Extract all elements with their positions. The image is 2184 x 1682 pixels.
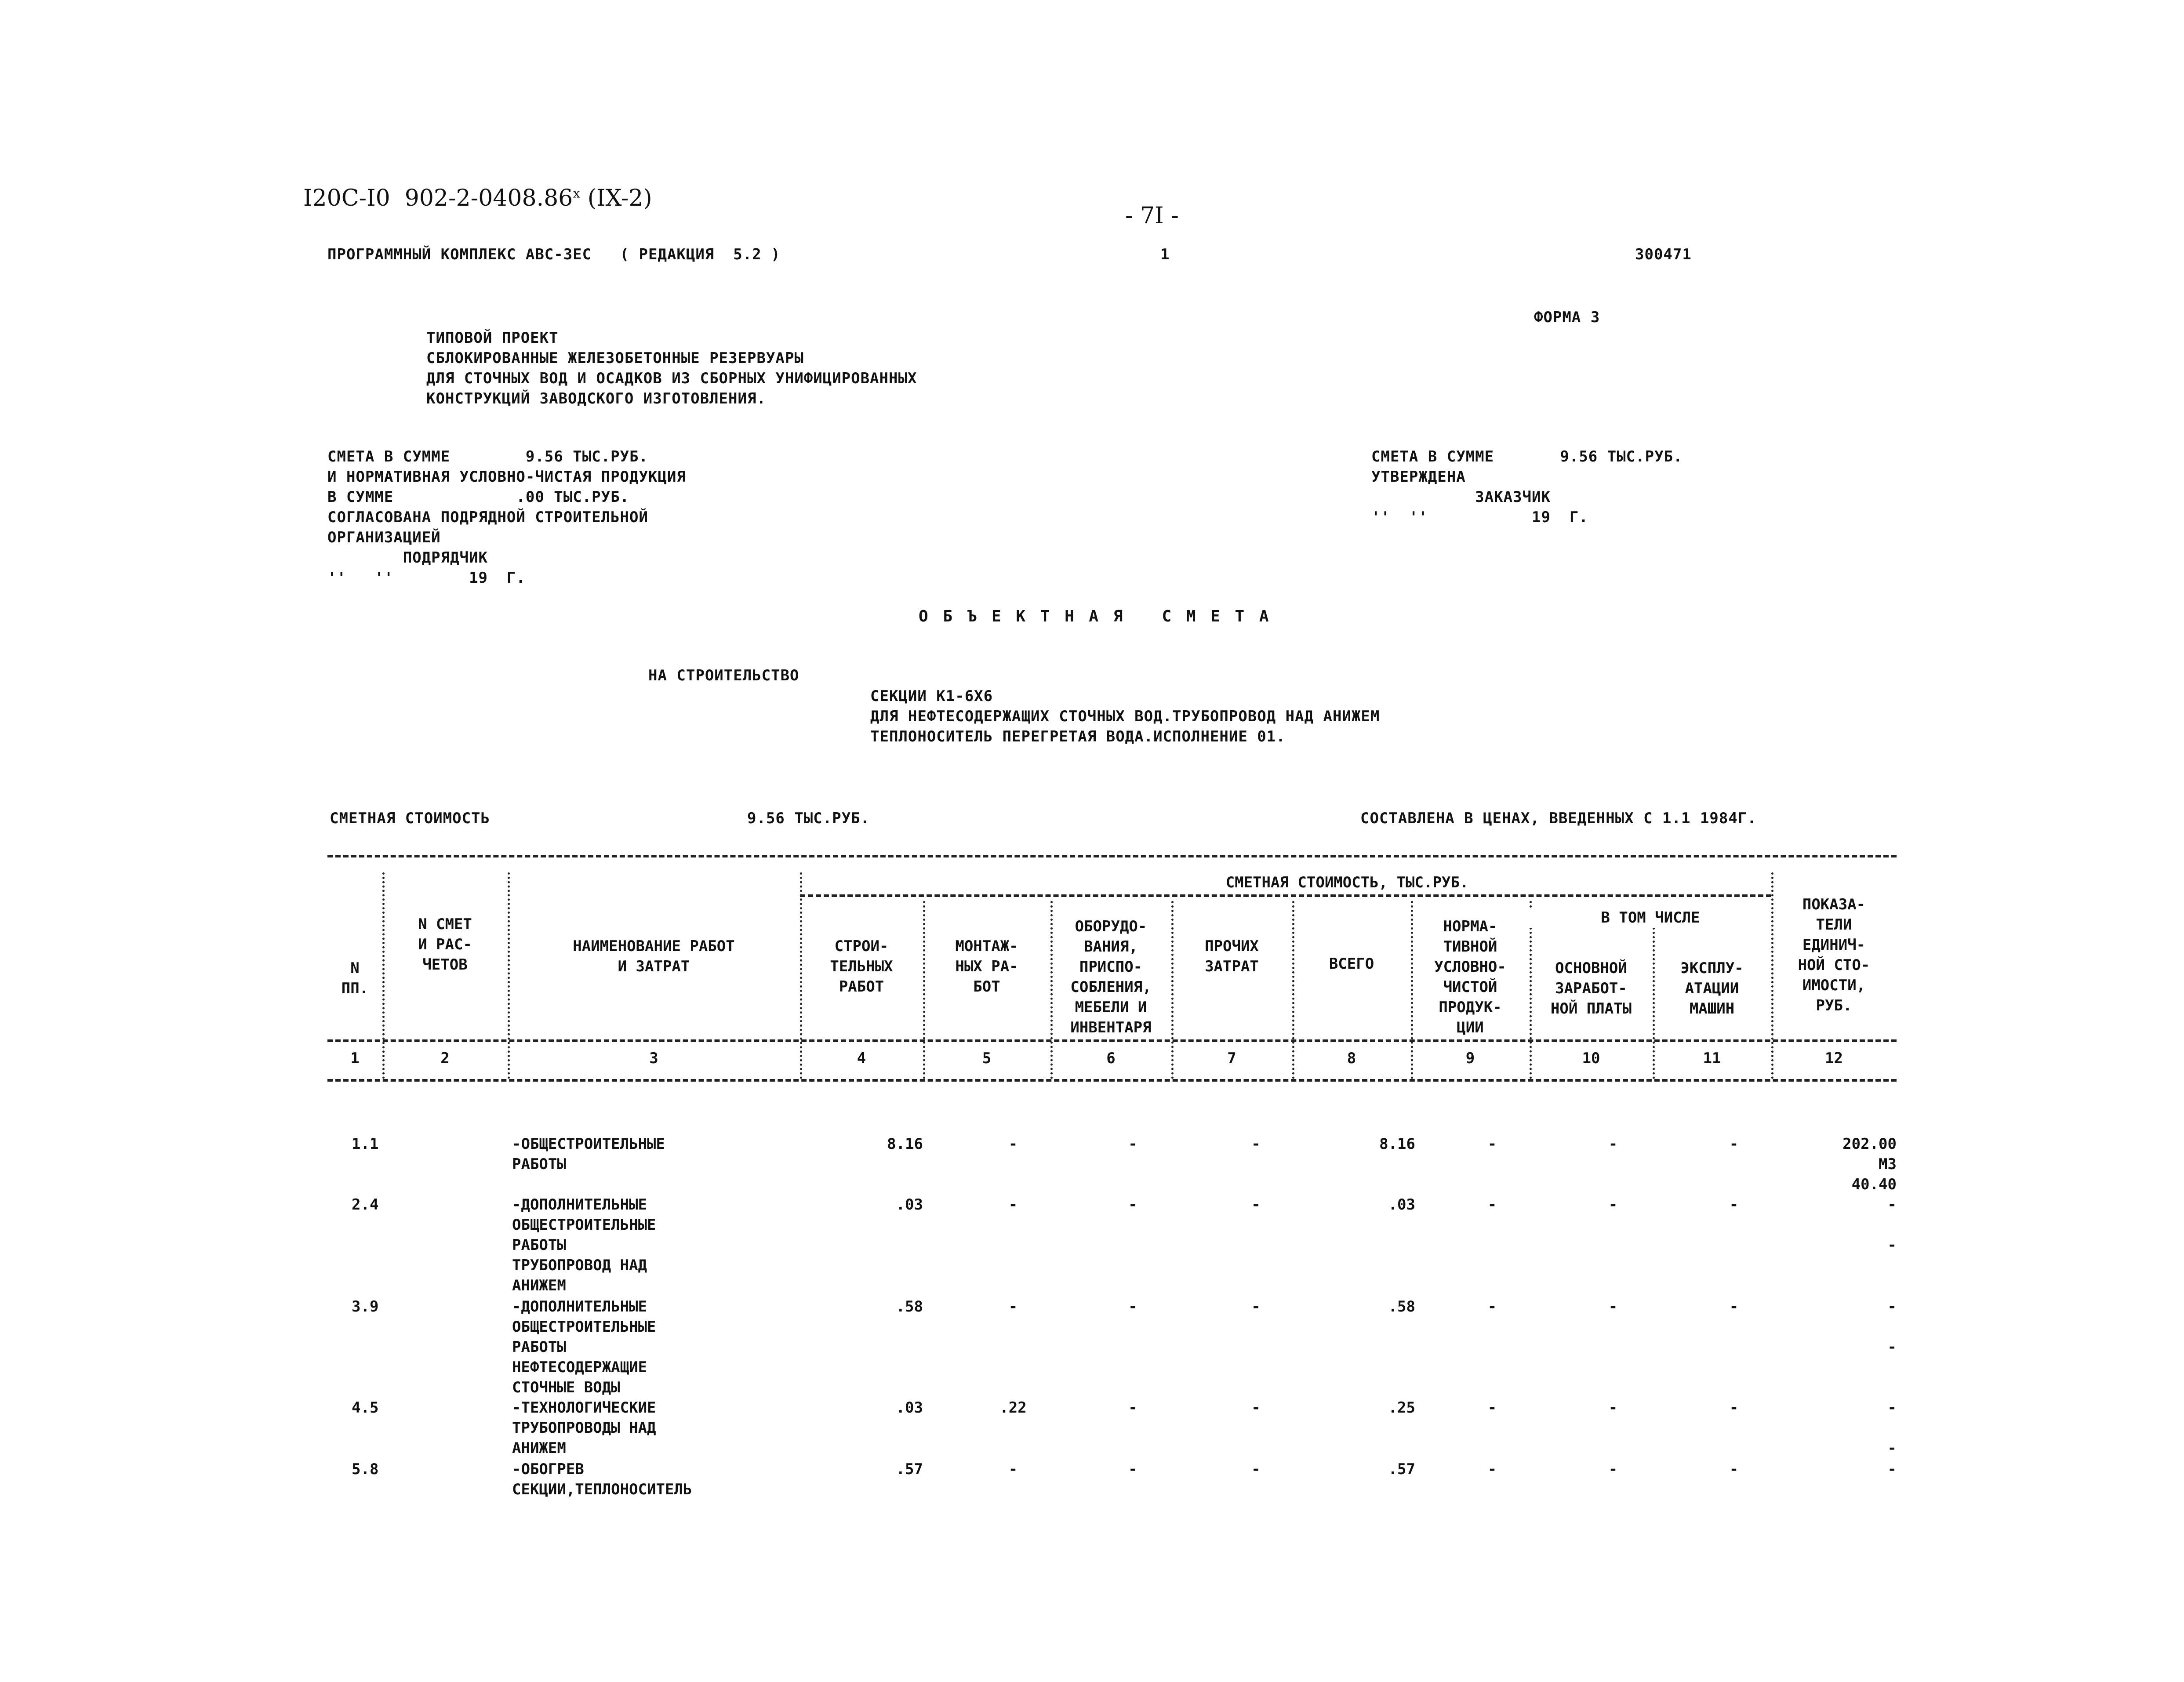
header-bottom-rule xyxy=(327,1039,1897,1042)
total-value: 8.16 xyxy=(1379,1135,1415,1153)
installation-works-value: - xyxy=(1008,1196,1018,1213)
installation-works-value: - xyxy=(1008,1135,1018,1153)
installation-works-value: - xyxy=(1008,1460,1018,1478)
equipment-value: - xyxy=(1128,1298,1137,1315)
column-header: МОНТАЖ- НЫХ РА- БОТ xyxy=(955,937,1018,995)
program-line: ПРОГРАММНЫЙ КОМПЛЕКС АВС-ЗЕС ( РЕДАКЦИЯ 5.2 ) xyxy=(327,246,781,263)
total-value: .57 xyxy=(1388,1460,1415,1478)
construction-works-value: .57 xyxy=(896,1460,923,1478)
column-header: ОСНОВНОЙ ЗАРАБОТ- НОЙ ПЛАТЫ xyxy=(1550,959,1632,1017)
project-description: ТИПОВОЙ ПРОЕКТ СБЛОКИРОВАННЫЕ ЖЕЛЕЗОБЕТОННЫЕ РЕЗЕРВУАРЫ ДЛЯ СТОЧНЫХ ВОД И ОСАДКОВ ИЗ СБОРНЫХ УНИФИЦИРОВАННЫХ КОНСТРУКЦИЙ ЗАВОДСКОГО ИЗГОТОВЛЕНИЯ. xyxy=(426,329,917,407)
net-product-value: - xyxy=(1487,1298,1497,1315)
customer-approval-block: СМЕТА В СУММЕ 9.56 ТЫС.РУБ. УТВЕРЖДЕНА ЗАКАЗЧИК '' '' 19 Г. xyxy=(1371,448,1683,526)
sheet-number: 1 xyxy=(1160,246,1170,263)
column-number: 2 xyxy=(440,1050,450,1067)
other-costs-value: - xyxy=(1251,1135,1261,1153)
other-costs-value: - xyxy=(1251,1298,1261,1315)
total-value: .25 xyxy=(1388,1399,1415,1417)
installation-works-value: - xyxy=(1008,1298,1018,1315)
equipment-value: - xyxy=(1128,1460,1137,1478)
page-number: - 7I - xyxy=(1125,203,1179,229)
salary-value: - xyxy=(1608,1196,1618,1213)
estimated-cost-label: СМЕТНАЯ СТОИМОСТЬ xyxy=(330,810,490,827)
construction-label: НА СТРОИТЕЛЬСТВО xyxy=(648,667,799,684)
group-header-rule xyxy=(800,894,1771,897)
row-number: 4.5 xyxy=(352,1399,379,1417)
machines-value: - xyxy=(1729,1399,1739,1417)
column-number: 5 xyxy=(982,1050,992,1067)
machines-value: - xyxy=(1729,1135,1739,1153)
construction-object: СЕКЦИИ К1-6Х6 ДЛЯ НЕФТЕСОДЕРЖАЩИХ СТОЧНЫХ ВОД.ТРУБОПРОВОД НАД АНИЖЕМ ТЕПЛОНОСИТЕЛЬ ПЕРЕГРЕТАЯ ВОДА.ИСПОЛНЕНИЕ 01. xyxy=(870,687,1380,745)
unit-cost-value: - - xyxy=(1887,1298,1897,1356)
group-header: СМЕТНАЯ СТОИМОСТЬ, ТЫС.РУБ. xyxy=(1225,874,1469,891)
column-number: 3 xyxy=(649,1050,658,1067)
column-number: 11 xyxy=(1703,1050,1721,1067)
row-number: 2.4 xyxy=(352,1196,379,1213)
column-header: ОБОРУДО- ВАНИЯ, ПРИСПО- СОБЛЕНИЯ, МЕБЕЛИ И ИНВЕНТАРЯ xyxy=(1070,918,1152,1036)
column-number: 8 xyxy=(1347,1050,1356,1067)
salary-value: - xyxy=(1608,1460,1618,1478)
row-number: 1.1 xyxy=(352,1135,379,1153)
other-costs-value: - xyxy=(1251,1399,1261,1417)
machines-value: - xyxy=(1729,1460,1739,1478)
other-costs-value: - xyxy=(1251,1196,1261,1213)
prices-note: СОСТАВЛЕНА В ЦЕНАХ, ВВЕДЕННЫХ С 1.1 1984Г. xyxy=(1360,810,1757,827)
column-number: 7 xyxy=(1227,1050,1236,1067)
construction-works-value: .58 xyxy=(896,1298,923,1315)
column-header: НАИМЕНОВАНИЕ РАБОТ И ЗАТРАТ xyxy=(573,937,735,975)
column-number: 9 xyxy=(1465,1050,1475,1067)
machines-value: - xyxy=(1729,1298,1739,1315)
row-name: -ДОПОЛНИТЕЛЬНЫЕ ОБЩЕСТРОИТЕЛЬНЫЕ РАБОТЫ ТРУБОПРОВОД НАД АНИЖЕМ xyxy=(512,1196,656,1294)
unit-cost-value: - - xyxy=(1887,1399,1897,1457)
table-top-rule xyxy=(327,855,1897,857)
unit-cost-value: 202.00 МЗ 40.40 xyxy=(1842,1135,1897,1193)
row-name: -ОБОГРЕВ СЕКЦИИ,ТЕПЛОНОСИТЕЛЬ xyxy=(512,1460,692,1498)
subgroup-header: В ТОМ ЧИСЛЕ xyxy=(1530,908,1771,928)
equipment-value: - xyxy=(1128,1399,1137,1417)
construction-works-value: 8.16 xyxy=(887,1135,923,1153)
equipment-value: - xyxy=(1128,1135,1137,1153)
column-header: N ПП. xyxy=(341,959,369,997)
salary-value: - xyxy=(1608,1298,1618,1315)
unit-cost-value: - - xyxy=(1887,1196,1897,1254)
row-name: -ДОПОЛНИТЕЛЬНЫЕ ОБЩЕСТРОИТЕЛЬНЫЕ РАБОТЫ НЕФТЕСОДЕРЖАЩИЕ СТОЧНЫЕ ВОДЫ xyxy=(512,1298,656,1396)
row-name: -ОБЩЕСТРОИТЕЛЬНЫЕ РАБОТЫ xyxy=(512,1135,665,1173)
column-header: СТРОИ- ТЕЛЬНЫХ РАБОТ xyxy=(830,937,893,995)
document-title: О Б Ъ Е К Т Н А Я С М Е Т А xyxy=(919,607,1272,625)
total-value: .03 xyxy=(1388,1196,1415,1213)
construction-works-value: .03 xyxy=(896,1196,923,1213)
machines-value: - xyxy=(1729,1196,1739,1213)
estimated-cost-value: 9.56 ТЫС.РУБ. xyxy=(747,810,870,827)
net-product-value: - xyxy=(1487,1135,1497,1153)
row-name: -ТЕХНОЛОГИЧЕСКИЕ ТРУБОПРОВОДЫ НАД АНИЖЕМ xyxy=(512,1399,656,1457)
column-header: НОРМА- ТИВНОЙ УСЛОВНО- ЧИСТОЙ ПРОДУК- ЦИИ xyxy=(1434,918,1506,1036)
net-product-value: - xyxy=(1487,1196,1497,1213)
column-number: 10 xyxy=(1582,1050,1600,1067)
salary-value: - xyxy=(1608,1135,1618,1153)
column-number: 12 xyxy=(1825,1050,1843,1067)
contractor-approval-block: СМЕТА В СУММЕ 9.56 ТЫС.РУБ. И НОРМАТИВНАЯ УСЛОВНО-ЧИСТАЯ ПРОДУКЦИЯ В СУММЕ .00 ТЫС.РУБ. СОГЛАСОВАНА ПОДРЯДНОЙ СТРОИТЕЛЬНОЙ ОРГАНИЗАЦИЕЙ ПОДРЯДЧИК '' '' 19 Г. xyxy=(327,448,686,587)
form-label: ФОРМА 3 xyxy=(1534,309,1600,326)
column-header: ПОКАЗА- ТЕЛИ ЕДИНИЧ- НОЙ СТО- ИМОСТИ, РУБ. xyxy=(1798,896,1870,1014)
column-header: ПРОЧИХ ЗАТРАТ xyxy=(1205,937,1259,975)
other-costs-value: - xyxy=(1251,1460,1261,1478)
net-product-value: - xyxy=(1487,1399,1497,1417)
salary-value: - xyxy=(1608,1399,1618,1417)
unit-cost-value: - xyxy=(1887,1460,1897,1478)
total-value: .58 xyxy=(1388,1298,1415,1315)
column-numbers-rule xyxy=(327,1079,1897,1082)
column-header: ВСЕГО xyxy=(1329,955,1374,973)
equipment-value: - xyxy=(1128,1196,1137,1213)
column-number: 1 xyxy=(350,1050,360,1067)
column-number: 4 xyxy=(857,1050,866,1067)
column-header: N СМЕТ И РАС- ЧЕТОВ xyxy=(418,915,472,974)
construction-works-value: .03 xyxy=(896,1399,923,1417)
column-number: 6 xyxy=(1106,1050,1116,1067)
document-id: 300471 xyxy=(1635,246,1692,263)
row-number: 5.8 xyxy=(352,1460,379,1478)
row-number: 3.9 xyxy=(352,1298,379,1315)
document-code: I20C-I0 902-2-0408.86$^x$ (IX-2) xyxy=(303,185,652,211)
net-product-value: - xyxy=(1487,1460,1497,1478)
column-header: ЭКСПЛУ- АТАЦИИ МАШИН xyxy=(1680,959,1744,1017)
installation-works-value: .22 xyxy=(999,1399,1027,1417)
